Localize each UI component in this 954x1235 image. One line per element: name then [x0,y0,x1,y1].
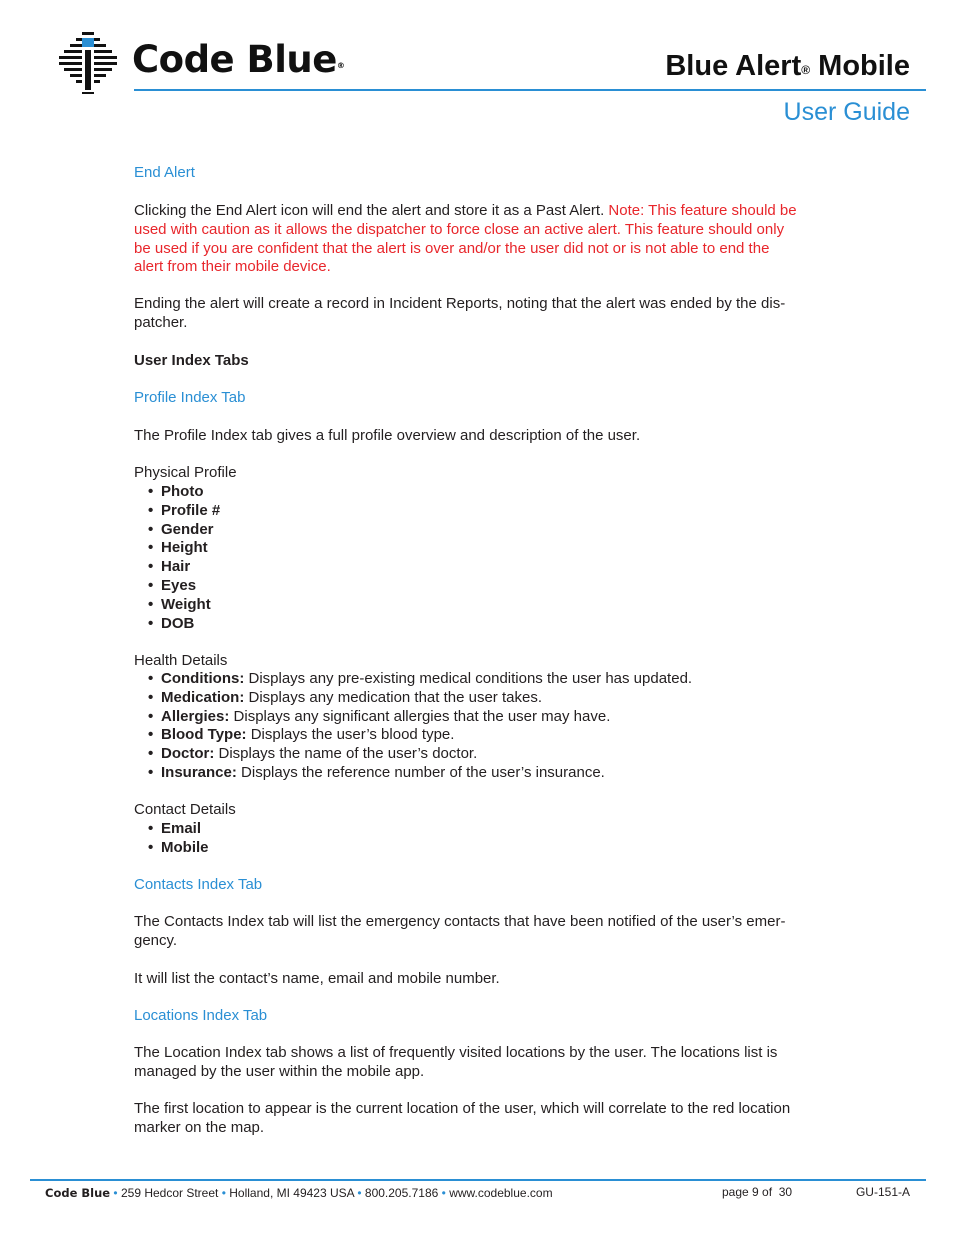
code-blue-logo-icon [56,28,120,96]
list-item: • Weight [148,596,838,615]
list-item: • Mobile [148,839,838,858]
profile-tab-paragraph: The Profile Index tab gives a full profile overview and description of the user. [134,427,641,444]
separator-dot: • [357,1186,362,1200]
separator-dot: • [221,1186,226,1200]
footer-page-number: page 9 of 30 [722,1185,793,1199]
list-item: • Doctor: Displays the name of the user’s doctor. [148,745,838,764]
contacts-list-paragraph: It will list the contact’s name, email and mobile number. [134,970,500,987]
contact-details-label: Contact Details [134,801,236,818]
user-index-heading: User Index Tabs [134,352,249,369]
brand-wordmark [132,38,344,82]
separator-dot: • [441,1186,446,1200]
incident-record-paragraph: Ending the alert will create a record in Incident Reports, noting that the alert was ended by the dis- patcher. [134,295,786,331]
locations-tab-heading: Locations Index Tab [134,1007,268,1024]
health-details-list [148,670,838,783]
contacts-tab-paragraph: The Contacts Index tab will list the emergency contacts that have been notified of the user’s emer- gency. [134,913,786,949]
locations-paragraph-2: The first location to appear is the current location of the user, which will correlate to the red location marker on the map. [134,1100,791,1136]
brand-registered-mark: ® [336,61,345,70]
end-alert-paragraph: Clicking the End Alert icon will end the alert and store it as a Past Alert. Note: This feature should be used with caution as it allows the dispatcher to force close an active alert. This feature should only be used if you are confident that the alert is over and/or the user did not or is not able to end the alert from their mobile device. [134,202,797,276]
footer-address: 259 Hedcor Street [120,1186,219,1200]
footer-city: Holland, MI 49423 USA [229,1186,354,1200]
footer-brand: Code Blue [45,1186,111,1200]
separator-dot: • [113,1186,118,1200]
list-item: • Allergies: Displays any significant allergies that the user may have. [148,708,838,727]
footer-phone: 800.205.7186 [364,1186,439,1200]
profile-tab-heading: Profile Index Tab [134,389,246,406]
footer-doc-id: GU-151-A [855,1185,910,1199]
list-item: • Height [148,539,838,558]
list-item: • Eyes [148,577,838,596]
list-item: • Insurance: Displays the reference number of the user’s insurance. [148,764,838,783]
contact-details-list [148,820,838,858]
guide-subtitle: User Guide [783,98,910,126]
list-item: • Photo [148,483,838,502]
footer-website: www.codeblue.com [449,1186,553,1200]
header-rule [134,89,926,91]
physical-profile-list [148,483,838,633]
list-item: • DOB [148,615,838,634]
footer-rule [30,1179,926,1181]
product-title: Blue Alert® Mobile [665,50,910,82]
list-item: • Medication: Displays any medication that the user takes. [148,689,838,708]
list-item: • Email [148,820,838,839]
brand-name: Code Blue [132,38,337,81]
physical-profile-label: Physical Profile [134,464,237,481]
list-item: • Conditions: Displays any pre-existing medical conditions the user has updated. [148,670,838,689]
contacts-tab-heading: Contacts Index Tab [134,876,263,893]
end-alert-heading: End Alert [134,164,195,181]
locations-paragraph-1: The Location Index tab shows a list of frequently visited locations by the user. The locations list is managed by the user within the mobile app. [134,1044,778,1080]
list-item: • Profile # [148,502,838,521]
list-item: • Gender [148,521,838,540]
product-registered-mark: ® [801,63,811,77]
footer-contact-line [45,1186,553,1201]
list-item: • Blood Type: Displays the user’s blood type. [148,726,838,745]
health-details-label: Health Details [134,652,228,669]
list-item: • Hair [148,558,838,577]
